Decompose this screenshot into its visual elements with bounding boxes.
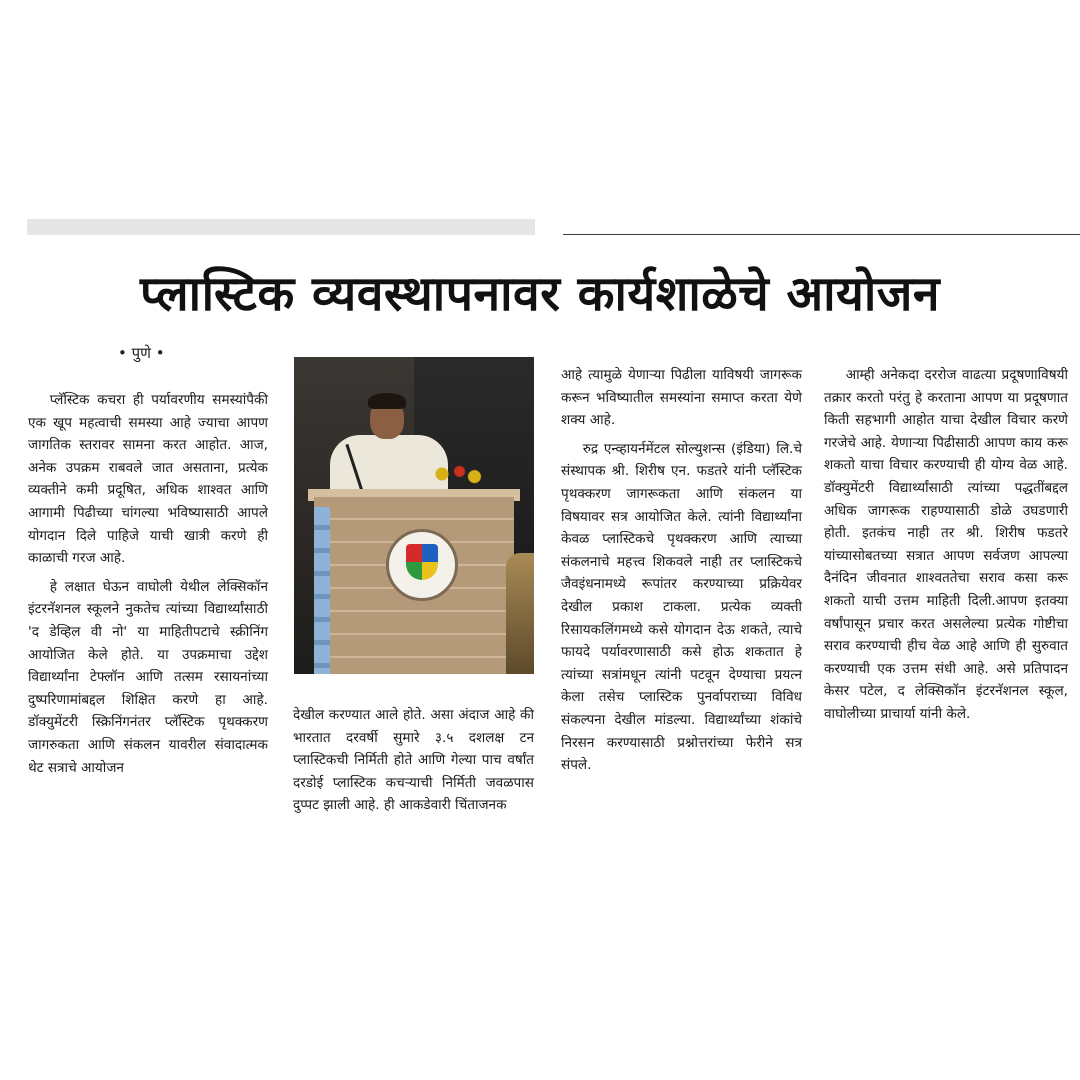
shield-icon <box>406 544 438 580</box>
header-gray-bar <box>27 219 535 235</box>
school-emblem-icon <box>386 529 458 601</box>
article-dateline: • पुणे • <box>118 344 165 362</box>
article-column-3 <box>561 364 802 854</box>
article-column-2 <box>293 704 534 854</box>
column-1-paragraph-1: प्लॅस्टिक कचरा ही पर्यावरणीय समस्यांपैकी एक खूप महत्वाची समस्या आहे ज्याचा आपण जागतिक स्तरावर सामना करत आहोत. आज, अनेक उपक्रम राबवले जात असताना, प्रत्येक व्यक्तीने कमी प्रदूषित, अधिक शाश्वत आणि आगामी पिढीच्या चांगल्या भविष्यासाठी आपले योगदान दिले पाहिजे याची खात्री करणे ही काळाची गरज आहे. <box>28 392 268 567</box>
article-column-4 <box>824 364 1068 854</box>
column-3-paragraph-2: रुद्र एन्व्हायर्नमेंटल सोल्युशन्स (इंडिया) लि.चे संस्थापक श्री. शिरीष एन. फडतरे यांनी प्लॅस्टिक पृथक्करण जागरूकता आणि संकलन या विषयावर सत्र आयोजित केले. त्यांनी विद्यार्थ्यांना केवळ प्लास्टिकचे पृथक्करण आणि त्याच्या संकलनाचे महत्त्व शिकवले नाही तर प्लास्टिकचे जैवइंधनामध्ये रूपांतर करण्याच्या प्रक्रियेवर देखील प्रकाश टाकला. प्रत्येक व्यक्ती रिसायकलिंगमध्ये कसे योगदान देऊ शकते, त्याचे फायदे पर्यावरणासाठी कसे होऊ शकतात हे त्यांच्या सत्रांमधून त्यांनी पटवून देण्याचा प्रयत्न केला तसेच प्लास्टिक पुनर्वापराच्या विविध संकल्पना देखील मांडल्या. विद्यार्थ्यांच्या शंकांचे निरसन करण्यासाठी प्रश्नोत्तरांच्या फेरीने सत्र संपले. <box>561 440 802 774</box>
podium-blue-panel <box>314 507 330 674</box>
article-column-1 <box>28 389 268 859</box>
header-rule <box>563 234 1080 235</box>
speaker-hair <box>368 393 406 409</box>
column-4-paragraph-1: आम्ही अनेकदा दररोज वाढत्या प्रदूषणाविषयी तक्रार करतो परंतु हे करताना आपण या प्रदूषणात किती सहभागी आहोत याचा देखील विचार करणे गरजेचे आहे. येणाऱ्या पिढीसाठी आपण काय करू शकतो याचा विचार करण्याची ही योग्य वेळ आहे. डॉक्युमेंटरी विद्यार्थ्यांसाठी त्यांच्या पद्धतींबद्दल अधिक जागरूक राहण्यासाठी डोळे उघडणारी होती. इतकंच नाही तर श्री. शिरीष फडतरे यांच्यासोबतच्या सत्रात आपण सर्वजण आपल्या दैनंदिन जीवनात शाश्वततेचा सराव कसा करू शकतो याची उत्तम माहिती दिली.आपण इतक्या वर्षांपासून प्रचार करत असलेल्या प्रत्येक गोष्टीचा सराव करण्याची हीच वेळ आहे आणि ही सुरुवात करण्याची एक उत्तम संधी आहे. असे प्रतिपादन केसर पटेल, द लेक्सिकॉन इंटरनॅशनल स्कूल, वाघोलीच्या प्राचार्या यांनी केले. <box>824 367 1068 722</box>
column-3-paragraph-1: आहे त्यामुळे येणाऱ्या पिढीला याविषयी जागरूक करून भविष्यातील समस्यांना समाप्त करता येणे शक्य आहे. <box>561 367 802 429</box>
event-photo <box>294 357 534 674</box>
flower-bouquet <box>432 461 482 487</box>
article-headline: प्लास्टिक व्यवस्थापनावर कार्यशाळेचे आयोजन <box>139 266 941 322</box>
column-2-paragraph-1: देखील करण्यात आले होते. असा अंदाज आहे की भारतात दरवर्षी सुमारे ३.५ दशलक्ष टन प्लास्टिकची निर्मिती होते आणि गेल्या पाच वर्षांत दरडोई प्लास्टिक कचऱ्याची निर्मिती जवळपास दुप्पट झाली आहे. ही आकडेवारी चिंताजनक <box>293 707 534 814</box>
column-1-paragraph-2: हे लक्षात घेऊन वाघोली येथील लेक्सिकॉन इंटरनॅशनल स्कूलने नुकतेच त्यांच्या विद्यार्थ्यांसाठी 'द डेव्हिल वी नो' या माहितीपटाचे स्क्रीनिंग आयोजित केले होते. या उपक्रमाचा उद्देश विद्यार्थ्यांना टेफ्लॉन आणि तत्सम रसायनांच्या दुष्परिणामांबद्दल शिक्षित करणे हा आहे. डॉक्युमेंटरी स्क्रिनिंगनंतर प्लॅस्टिक पृथक्करण जागरुकता आणि संकलन यावरील संवादात्मक थेट सत्राचे आयोजन <box>28 578 268 776</box>
stage-decoration <box>506 553 534 674</box>
